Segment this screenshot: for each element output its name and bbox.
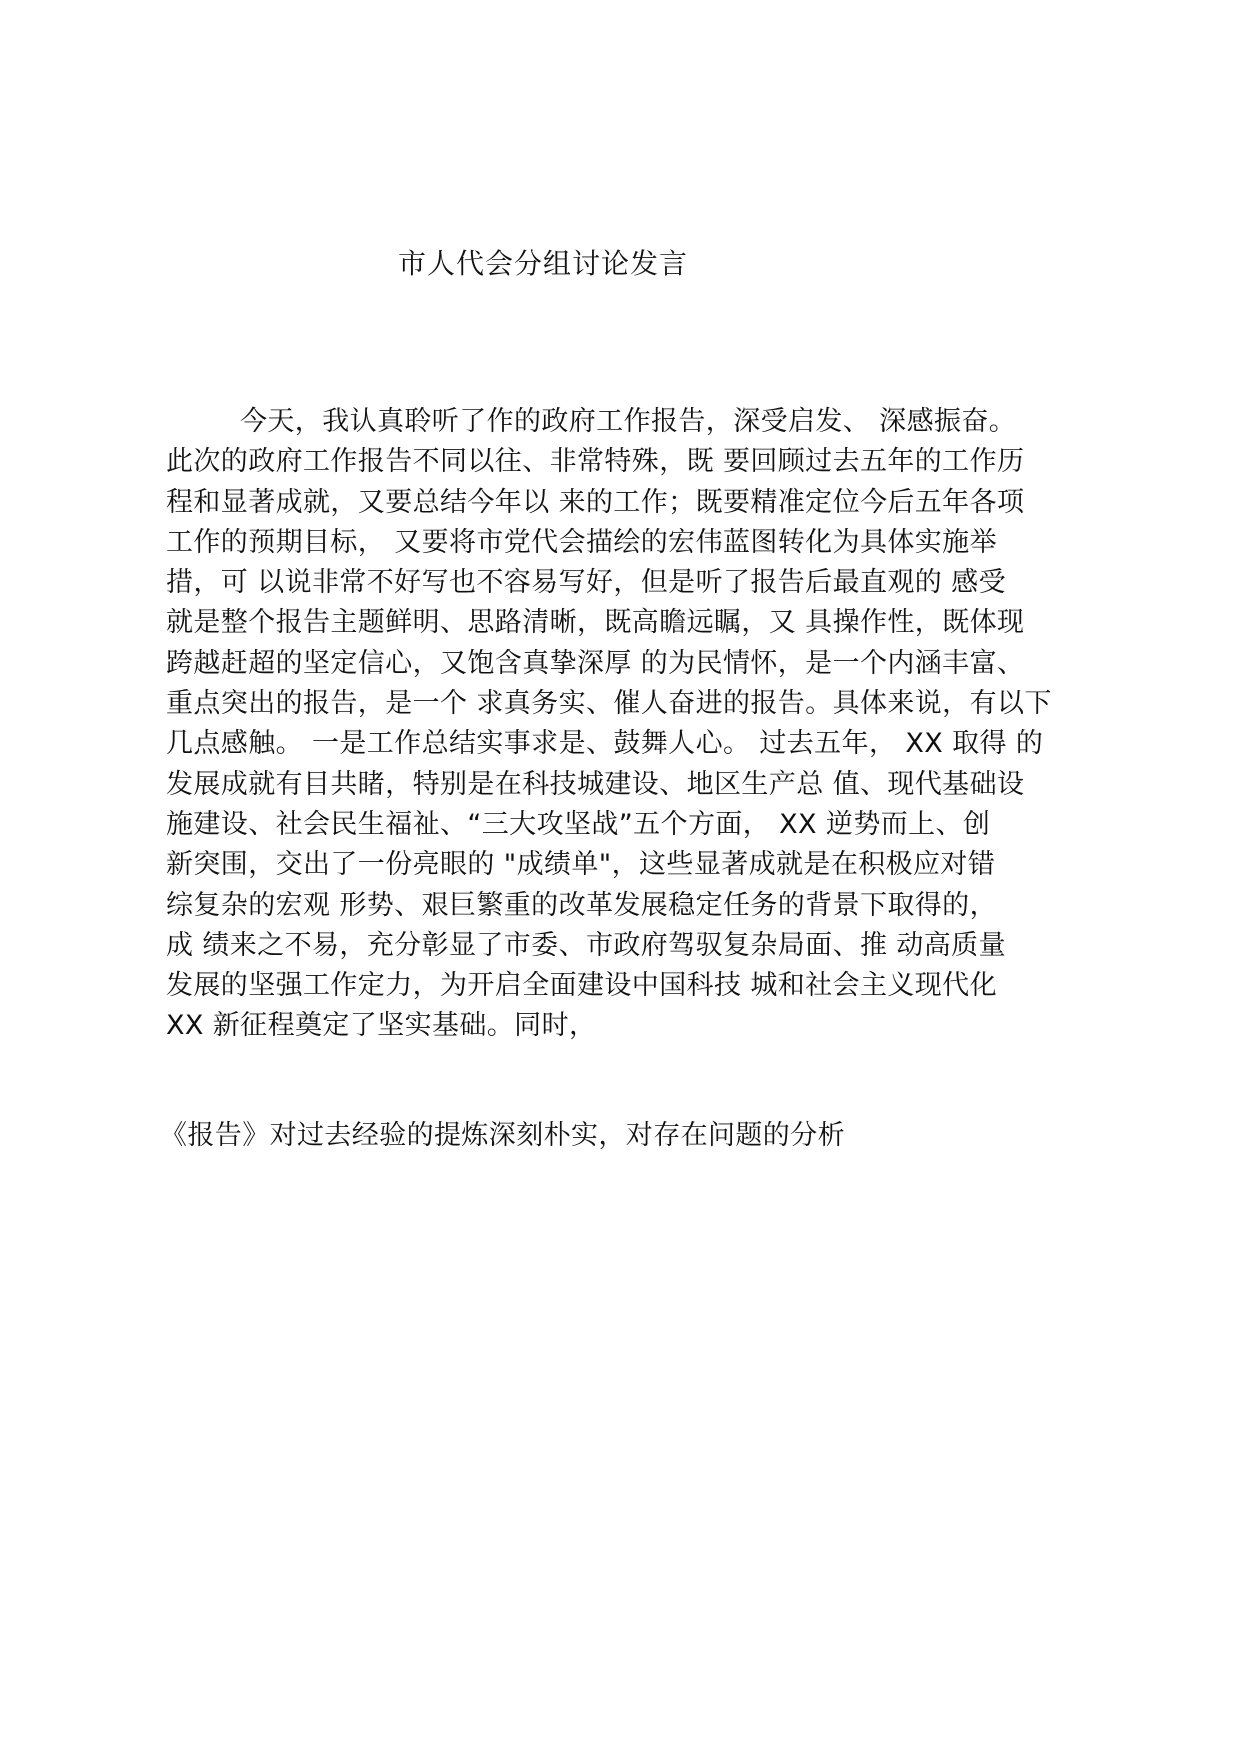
paragraph-line: 重点突出的报告，是一个 求真务实、催人奋进的报告。具体来说，有以下 bbox=[166, 688, 1052, 720]
paragraph-line: 几点感触。 一是工作总结实事求是、鼓舞人心。 过去五年， XX 取得 的 bbox=[166, 728, 1044, 760]
paragraph-line: 施建设、社会民生福祉、“三大攻坚战”五个方面， XX 逆势而上、创 bbox=[166, 808, 991, 840]
paragraph-line: 成 绩来之不易，充分彰显了市委、市政府驾驭复杂局面、推 动高质量 bbox=[166, 929, 1006, 961]
closing-line: 《报告》对过去经验的提炼深刻朴实，对存在问题的分析 bbox=[160, 1120, 845, 1151]
paragraph-line: 发展的坚强工作定力，为开启全面建设中国科技 城和社会主义现代化 bbox=[166, 970, 997, 1002]
paragraph-line: XX 新征程奠定了坚实基础。同时， bbox=[166, 1010, 597, 1042]
body-paragraph bbox=[166, 402, 1096, 1047]
paragraph-line: 措，可 以说非常不好写也不容易写好，但是听了报告后最直观的 感受 bbox=[166, 567, 1006, 599]
paragraph-line: 就是整个报告主题鲜明、思路清晰，既高瞻远瞩，又 具操作性，既体现 bbox=[166, 607, 1025, 639]
paragraph-line: 新突围，交出了一份亮眼的 "成绩单"，这些显著成就是在积极应对错 bbox=[166, 849, 996, 881]
paragraph-line: 跨越赶超的坚定信心，又饱含真挚深厚 的为民情怀，是一个内涵丰富、 bbox=[166, 647, 1025, 679]
paragraph-line: 发展成就有目共睹，特别是在科技城建设、地区生产总 值、现代基础设 bbox=[166, 768, 1025, 800]
paragraph-line: 综复杂的宏观 形势、艰巨繁重的改革发展稳定任务的背景下取得的， bbox=[166, 889, 997, 921]
paragraph-line: 工作的预期目标， 又要将市党代会描绘的宏伟蓝图转化为具体实施举 bbox=[166, 526, 997, 558]
paragraph-line: 程和显著成就，又要总结今年以 来的工作；既要精准定位今后五年各项 bbox=[166, 486, 1025, 518]
paragraph-line: 今天，我认真聆听了作的政府工作报告，深受启发、 深感振奋。 bbox=[240, 406, 1017, 437]
paragraph-line: 此次的政府工作报告不同以往、非常特殊，既 要回顾过去五年的工作历 bbox=[166, 446, 1025, 478]
document-title: 市人代会分组讨论发言 bbox=[398, 247, 689, 280]
